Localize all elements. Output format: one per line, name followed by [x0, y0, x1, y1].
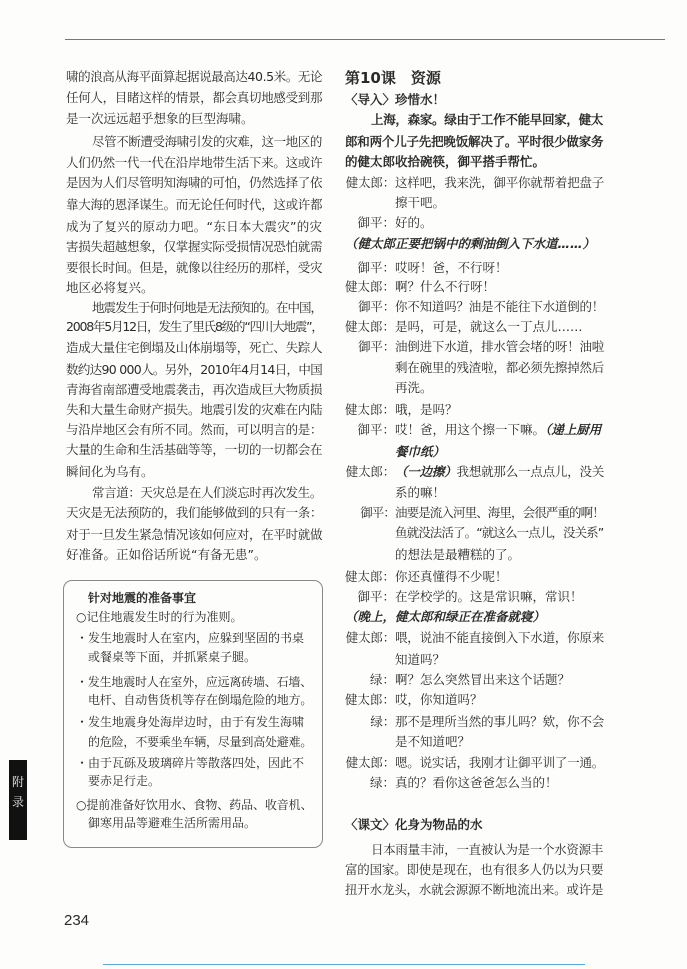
dialogue-line: 再洗。	[395, 380, 433, 395]
dialogue-text: 哎，你知道吗？	[395, 692, 483, 707]
intro-heading: 〈导入〉珍惜水！	[345, 92, 446, 107]
dialogue-text: 啊？怎么突然冒出来这个话题？	[395, 672, 571, 687]
speaker: 御平：	[357, 589, 395, 604]
box-line: ・由于瓦砾及玻璃碎片等散落四处，因此不	[76, 756, 305, 770]
text-line: 2008年5月12日，发生了里氏8级的“四川大地震”，	[66, 319, 323, 334]
dialogue-line: 剩在碗里的残渣啦，都必须先擦掉然后	[395, 360, 605, 375]
box-line: 御寒用品等避难生活所需用品。	[88, 816, 257, 830]
box-line: ○记住地震发生时的行为准则。	[76, 610, 243, 624]
dialogue-line: 鱼就没法活了。“就这么一点儿，没关系”	[395, 525, 604, 540]
speaker: 健太郎：	[345, 279, 396, 294]
dialogue-line	[345, 338, 603, 356]
narration-line: 郎和两个儿子先把晚饭解决了。平时很少做家务	[345, 134, 604, 149]
text-line: 是因为人们尽管明知海啸的可怕，仍然选择了依	[66, 175, 323, 190]
text-line: 失和大量生命财产损失。地震引发的灾难在内陆	[66, 402, 323, 417]
appendix-side-tab: 附 录	[9, 760, 27, 840]
narration-line: 的健太郎收拾碗筷，御平搭手帮忙。	[345, 154, 546, 169]
speaker: 健太郎：	[345, 319, 396, 334]
text-line: 扭开水龙头，水就会源源不断地流出来。或许是	[345, 882, 604, 897]
text-line: 天灾是无法预防的，我们能够做到的只有一条：	[66, 505, 323, 520]
dialogue-text: 真的？看你这爸爸怎么当的！	[395, 775, 558, 790]
box-title: 针对地震的准备事宜	[88, 591, 197, 605]
box-line: 或餐桌等下面，并抓紧桌子腿。	[88, 650, 257, 664]
text-line: 好准备。正如俗话所说“有备无患”。	[66, 547, 267, 562]
text-line: 成为了复兴的原动力吧。“东日本大震灾”的灾	[66, 219, 322, 234]
speaker: 御平：	[357, 260, 395, 275]
dialogue-text: 嗯。说实话，我刚才让御平训了一通。	[395, 755, 605, 770]
dialogue-text: 是吗，可是，就这么一丁点儿……	[395, 319, 583, 334]
box-line: 电杆、自动售货机等存在倒塌危险的地方。	[88, 693, 313, 707]
dialogue-text: 那不是理所当然的事儿吗？欸，你不会	[395, 714, 605, 729]
header-rule	[65, 39, 665, 40]
dialogue-line	[345, 318, 603, 336]
text-line: 害损失超越想象，仅掌握实际受损情况恐怕就需	[66, 239, 323, 254]
text-line: 数约达90 000人。另外，2010年4月14日，中国	[66, 362, 322, 377]
dialogue-line	[345, 259, 603, 277]
dialogue-text: 你不知道吗？油是不能往下水道倒的！	[395, 299, 605, 314]
text-line: 日本雨量丰沛，一直被认为是一个水资源丰	[371, 842, 603, 857]
stage-direction: （递上厨用	[545, 422, 602, 437]
dialogue-text: 油要是流入河里、海里，会很严重的啊！	[395, 505, 604, 520]
text-line: 青海省南部遭受地震袭击，再次造成巨大物质损	[66, 382, 323, 397]
dialogue-line: 知道吗？	[395, 652, 446, 667]
stage-direction: （晚上，健太郎和绿正在准备就寝）	[345, 609, 546, 624]
text-line: 任何人，目睹这样的情景，都会真切地感受到那	[66, 90, 323, 105]
speaker: 绿：	[369, 775, 395, 790]
dialogue-line	[345, 754, 603, 772]
speaker: 御平：	[358, 339, 395, 354]
speaker: 御平：	[358, 299, 395, 314]
speaker: 健太郎：	[345, 755, 395, 770]
speaker: 健太郎：	[345, 402, 396, 417]
text-line: 要很长时间。但是，就像以往经历的那样，受灾	[66, 260, 323, 275]
narration-line: 上海，森家。绿由于工作不能早回家，健太	[371, 112, 603, 127]
text-line: 瞬间化为乌有。	[66, 464, 154, 479]
dialogue-line: 的想法是最糟糕的了。	[395, 547, 521, 562]
text-line: 地区必将复兴。	[66, 280, 154, 295]
speaker: 健太郎：	[345, 464, 395, 479]
dialogue-text: 哎呀！爸，不行呀！	[395, 260, 508, 275]
text-line: 富的国家。即使是现在，也有很多人仍以为只要	[345, 862, 604, 877]
text-line: 与沿岸地区会有所不同。然而，可以明言的是：	[66, 422, 323, 437]
dialogue-line	[345, 214, 603, 232]
dialogue-text: 这样吧，我来洗，御平你就帮着把盘子	[395, 175, 605, 190]
dialogue-text: 油倒进下水道，排水管会堵的呀！油啦	[395, 339, 605, 354]
stage-direction: （一边擦）	[395, 464, 457, 479]
dialogue-text: 哎！爸，用这个擦一下嘛。	[395, 422, 546, 437]
dialogue-line: 系的嘛！	[395, 485, 446, 500]
dialogue-text: 你还真懂得不少呢！	[395, 569, 508, 584]
footer-line	[103, 964, 585, 965]
dialogue-line	[345, 174, 603, 192]
dialogue-line	[345, 588, 603, 606]
speaker: 健太郎：	[345, 692, 396, 707]
dialogue-line	[345, 298, 603, 316]
speaker: 健太郎：	[345, 569, 396, 584]
dialogue-line	[345, 774, 603, 792]
dialogue-line	[345, 568, 603, 586]
speaker: 绿：	[369, 672, 395, 687]
page-number: 234	[64, 912, 90, 929]
dialogue-line: 擦干吧。	[395, 195, 446, 210]
box-line: 要赤足行走。	[88, 774, 161, 788]
speaker: 健太郎：	[345, 630, 395, 645]
speaker: 御平：	[357, 422, 395, 437]
dialogue-line	[345, 421, 603, 439]
dialogue-line	[345, 278, 603, 296]
stage-direction: 餐巾纸）	[395, 444, 446, 459]
box-line: ・发生地震时人在室内，应躲到坚固的书桌	[76, 631, 305, 645]
speaker: 绿：	[370, 714, 395, 729]
dialogue-line	[345, 713, 603, 731]
text-line: 对于一旦发生紧急情况该如何应对，在平时就做	[66, 527, 323, 542]
text-line: 地震发生于何时何地是无法预知的。在中国，	[92, 300, 323, 315]
text-line: 啸的浪高从海平面算起据说最高达40.5米。无论	[66, 69, 323, 84]
stage-direction: （健太郎正要把锅中的剩油倒入下水道……）	[345, 236, 596, 251]
box-line: ○提前准备好饮用水、食物、药品、收音机、	[76, 798, 313, 812]
text-line: 尽管不断遭受海啸引发的灾难，这一地区的	[92, 134, 322, 149]
dialogue-text: 啊？什么不行呀！	[395, 279, 496, 294]
dialogue-text: 在学校学的。这是常识嘛，常识！	[395, 589, 583, 604]
dialogue-text: 哦，是吗？	[395, 402, 458, 417]
dialogue-line	[345, 504, 603, 522]
speaker: 健太郎：	[345, 175, 395, 190]
text-heading: 〈课文〉化身为物品的水	[345, 817, 483, 832]
text-line: 靠大海的恩泽谋生。而无论任何时代，这或许都	[66, 197, 323, 212]
dialogue-line	[345, 671, 603, 689]
text-line: 造成大量住宅倒塌及山体崩塌等，死亡、失踪人	[66, 340, 323, 355]
dialogue-line: 是不知道吧？	[395, 734, 471, 749]
dialogue-line	[345, 691, 603, 709]
text-line: 人们仍然一代一代在沿岸地带生活下来。这或许	[66, 155, 323, 170]
dialogue-line	[345, 463, 603, 481]
dialogue-line	[345, 401, 603, 419]
dialogue-text: 喂，说油不能直接倒入下水道，你原来	[395, 630, 605, 645]
speaker: 御平：	[357, 215, 395, 230]
box-line: ・发生地震身处海岸边时，由于有发生海啸	[76, 715, 305, 729]
box-line: 的危险，不要乘坐车辆，尽量到高处避难。	[88, 735, 313, 749]
text-line: 常言道：天灾总是在人们淡忘时再次发生。	[92, 485, 322, 500]
text-line: 大量的生命和生活基础等等，一切的一切都会在	[66, 442, 323, 457]
dialogue-text: 我想就那么一点点儿，没关	[456, 464, 605, 479]
speaker: 御平：	[360, 505, 395, 520]
text-line: 是一次远远超乎想象的巨型海啸。	[66, 111, 254, 126]
box-line: ・发生地震时人在室外，应远离砖墙、石墙、	[76, 675, 313, 689]
lesson-title: 第10课 资源	[345, 69, 441, 87]
dialogue-text: 好的。	[395, 215, 433, 230]
dialogue-line	[345, 629, 603, 647]
